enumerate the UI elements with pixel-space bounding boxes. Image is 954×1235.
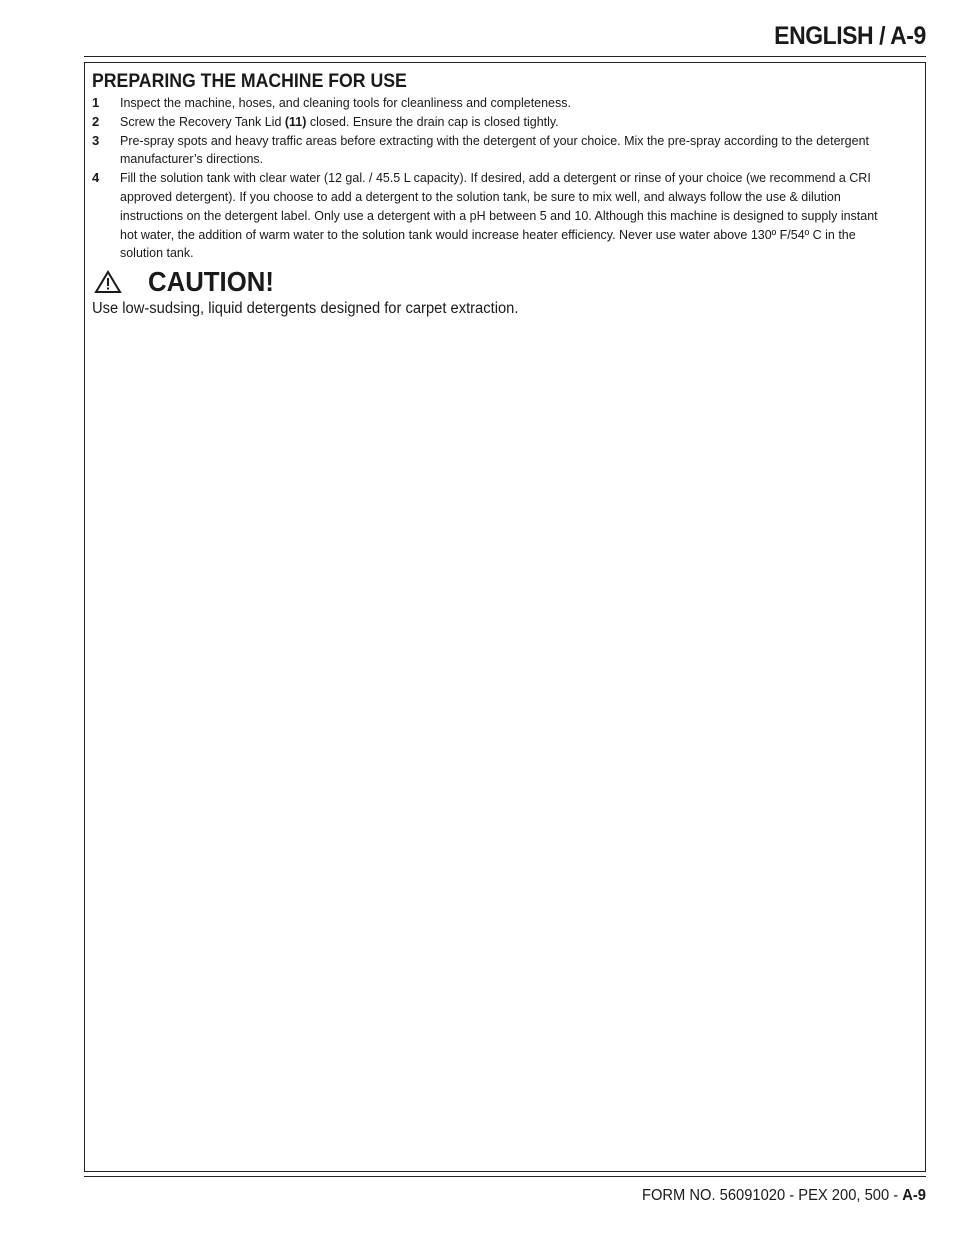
step-text [120, 113, 880, 132]
section-heading: PREPARING THE MACHINE FOR USE [92, 71, 407, 92]
step-number: 3 [92, 132, 100, 148]
content-box [84, 62, 926, 1172]
caution-title: CAUTION! [148, 266, 274, 297]
step-text: Inspect the machine, hoses, and cleaning tools for cleanliness and completeness. [120, 95, 571, 110]
step-text-part: closed. Ensure the drain cap is closed tightly. [306, 113, 559, 129]
page-footer [84, 1176, 926, 1217]
step-text-part: Screw the Recovery Tank Lid [120, 113, 285, 129]
page-title: ENGLISH / A-9 [774, 22, 926, 50]
footer-text: FORM NO. 56091020 - PEX 200, 500 - [641, 1187, 903, 1204]
step-number: 2 [92, 113, 100, 129]
step-number: 1 [92, 95, 100, 110]
warning-triangle-icon [94, 270, 122, 294]
part-reference: (11) [284, 113, 307, 129]
step-text: Fill the solution tank with clear water (12 gal. / 45.5 L capacity). If desired, add a detergent or rinse of your choice (we recommend a CRI approved detergent). If you choose to add a detergent to the solution tank, be sure to mix well, and always follow the use & dilution instructions on the detergent label. Only use a detergent with a pH between 5 and 10. Although this machine is designed to supply instant hot water, the addition of warm water to the solution tank would increase heater efficiency. Never use water above 130º F/54º C in the solution tank. [120, 170, 878, 261]
caution-text: Use low-sudsing, liquid detergents designed for carpet extraction. [92, 300, 519, 317]
list-item [92, 169, 912, 263]
footer-page-number: A-9 [902, 1187, 926, 1204]
page-header [84, 22, 926, 57]
footer-form-number [642, 1187, 926, 1205]
step-number: 4 [92, 170, 100, 186]
step-text: Pre-spray spots and heavy traffic areas before extracting with the detergent of your choice. Mix the pre-spray according to the detergent manufacturer’s directions. [120, 132, 869, 167]
list-item [92, 132, 912, 170]
steps-list [92, 94, 912, 263]
list-item [92, 113, 912, 132]
list-item [92, 94, 912, 113]
